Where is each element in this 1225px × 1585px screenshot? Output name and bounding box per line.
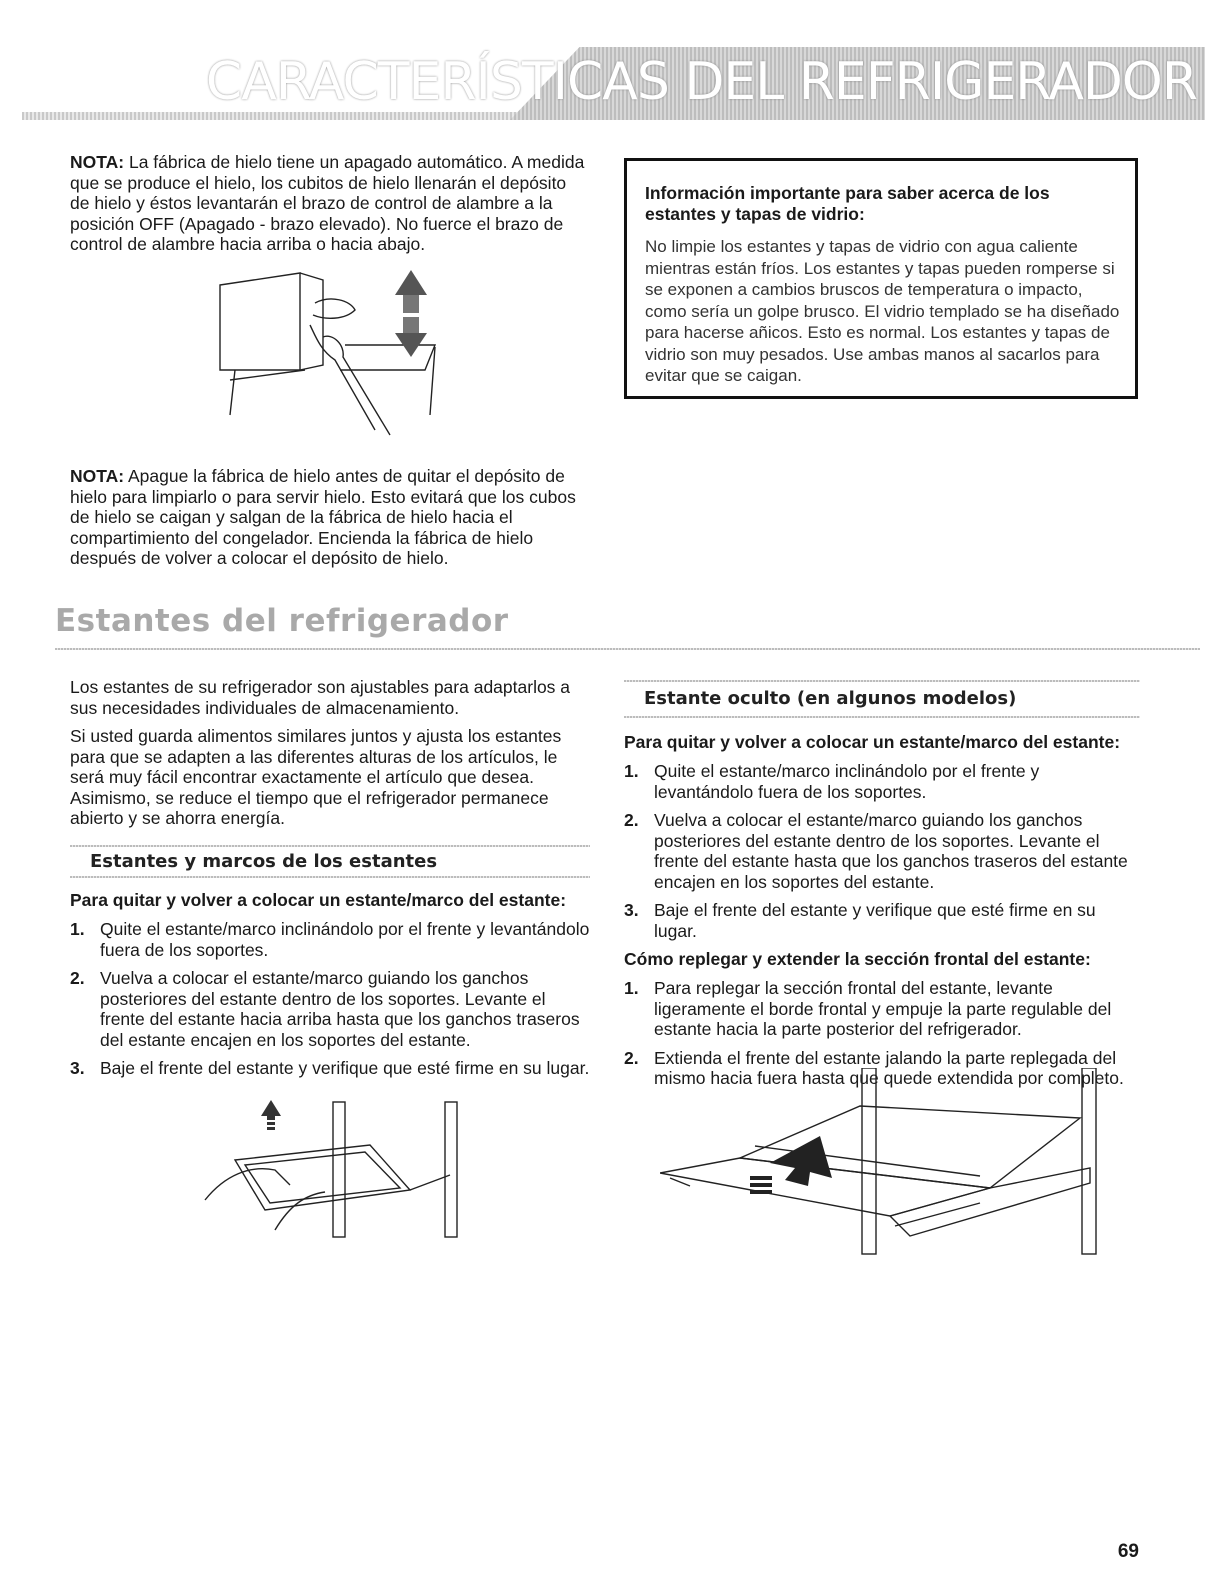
up-arrow-icon [395,270,427,313]
warning-body: No limpie los estantes y tapas de vidrio con agua caliente mientras están fríos. Los estantes y tapas pueden romperse si se exponen a cambios bruscos de temperatura o impacto, como sería un golpe brusco. El vidrio templado se ha diseñado para hacerse añicos. Esto es normal. Los estantes y tapas de vidrio son muy pesados. Use ambas manos al sacarlos para evitar que se caigan. [645,237,1120,385]
list-item: 2. Vuelva a colocar el estante/marco guiando los ganchos posteriores del estante dentro de los soportes. Levante el frente del estante hasta que los ganchos traseros del estante encajen en los soportes del estante. [624,810,1128,892]
subsection-rule-top [624,680,1140,682]
subsection-title-hidden-shelf: Estante oculto (en algunos modelos) [644,688,1017,709]
list-item: 2. Vuelva a colocar el estante/marco guiando los ganchos posteriores del estante dentro de los soportes. Levante el frente del estante hacia arriba hasta que los ganchos traseros del estante encajen en los soportes del estante. [70,968,580,1050]
steps-title: Para quitar y volver a colocar un estante/marco del estante: [624,732,1121,752]
right-steps-block [624,732,1140,1097]
intro-text [70,677,590,829]
section-divider [55,648,1200,650]
note-text: Apague la fábrica de hielo antes de quitar el depósito de hielo para limpiarlo o para servir hielo. Esto evitará que los cubos de hielo se caigan y salgan de la fábrica de hielo hacia el compartimiento del congelador. Encienda la fábrica de hielo después de volver a colocar el depósito de hielo. [70,466,576,568]
arrow-icon [750,1136,832,1194]
glass-shelf-warning-box [624,158,1138,399]
list-item: 3. Baje el frente del estante y verifique que esté firme en su lugar. [624,900,1096,941]
list-item: 2. Extienda el frente del estante jalando la parte replegada del mismo hacia fuera hasta que quede extendida por completo. [624,1047,1124,1088]
note-label: NOTA: [70,466,125,486]
note-ice-maker-shutoff [70,152,590,255]
retractable-shelf-illustration [660,1068,1110,1258]
left-steps-block [70,890,590,1087]
intro-paragraph-2: Si usted guarda alimentos similares juntos y ajusta los estantes para que se adapten a las diferentes alturas de los artículos, le será muy fácil encontrar exactamente el artículo que desea. Asimismo, se reduce el tiempo que el refrigerador permanece abierto y se ahorra energía. [70,726,562,828]
steps2-title: Cómo replegar y extender la sección frontal del estante: [624,949,1091,969]
shelf-removal-illustration [195,1100,465,1240]
ice-maker-illustration [215,265,455,455]
subsection-rule-top [70,845,590,847]
warning-title: Información importante para saber acerca de los estantes y tapas de vidrio: [645,183,1050,224]
list-item: 1. Quite el estante/marco inclinándolo por el frente y levantándolo fuera de los soportes. [624,761,1040,802]
steps-list [70,919,590,1079]
note-turn-off-ice-maker [70,466,595,569]
subsection-rule-bottom [70,876,590,878]
note-text: La fábrica de hielo tiene un apagado automático. A medida que se produce el hielo, los cubitos de hielo llenarán el depósito de hielo y éstos levantarán el brazo de control de alambre a la posición OFF (Apagado - brazo elevado). No fuerce el brazo de control de alambre hacia arriba o hacia abajo. [70,152,585,254]
section-title: Estantes del refrigerador [55,603,509,639]
list-item: 3. Baje el frente del estante y verifique que esté firme en su lugar. [70,1058,590,1078]
up-arrow-icon [261,1100,281,1130]
subsection-title-shelves: Estantes y marcos de los estantes [90,851,438,872]
steps-title: Para quitar y volver a colocar un estante/marco del estante: [70,890,567,910]
intro-paragraph-1: Los estantes de su refrigerador son ajustables para adaptarlos a sus necesidades individuales de almacenamiento. [70,677,571,718]
steps-list [624,761,1140,941]
page-number: 69 [1117,1541,1139,1562]
down-arrow-icon [395,317,427,357]
page-header-title: CARACTERÍSTICAS DEL REFRIGERADOR [205,52,1197,112]
list-item: 1. Para replegar la sección frontal del estante, levante ligeramente el borde frontal y empuje la parte regulable del estante hacia la parte posterior del refrigerador. [624,978,1112,1039]
note-label: NOTA: [70,152,125,172]
subsection-rule-bottom [624,716,1140,718]
list-item: 1. Quite el estante/marco inclinándolo por el frente y levantándolo fuera de los soportes. [70,919,590,960]
